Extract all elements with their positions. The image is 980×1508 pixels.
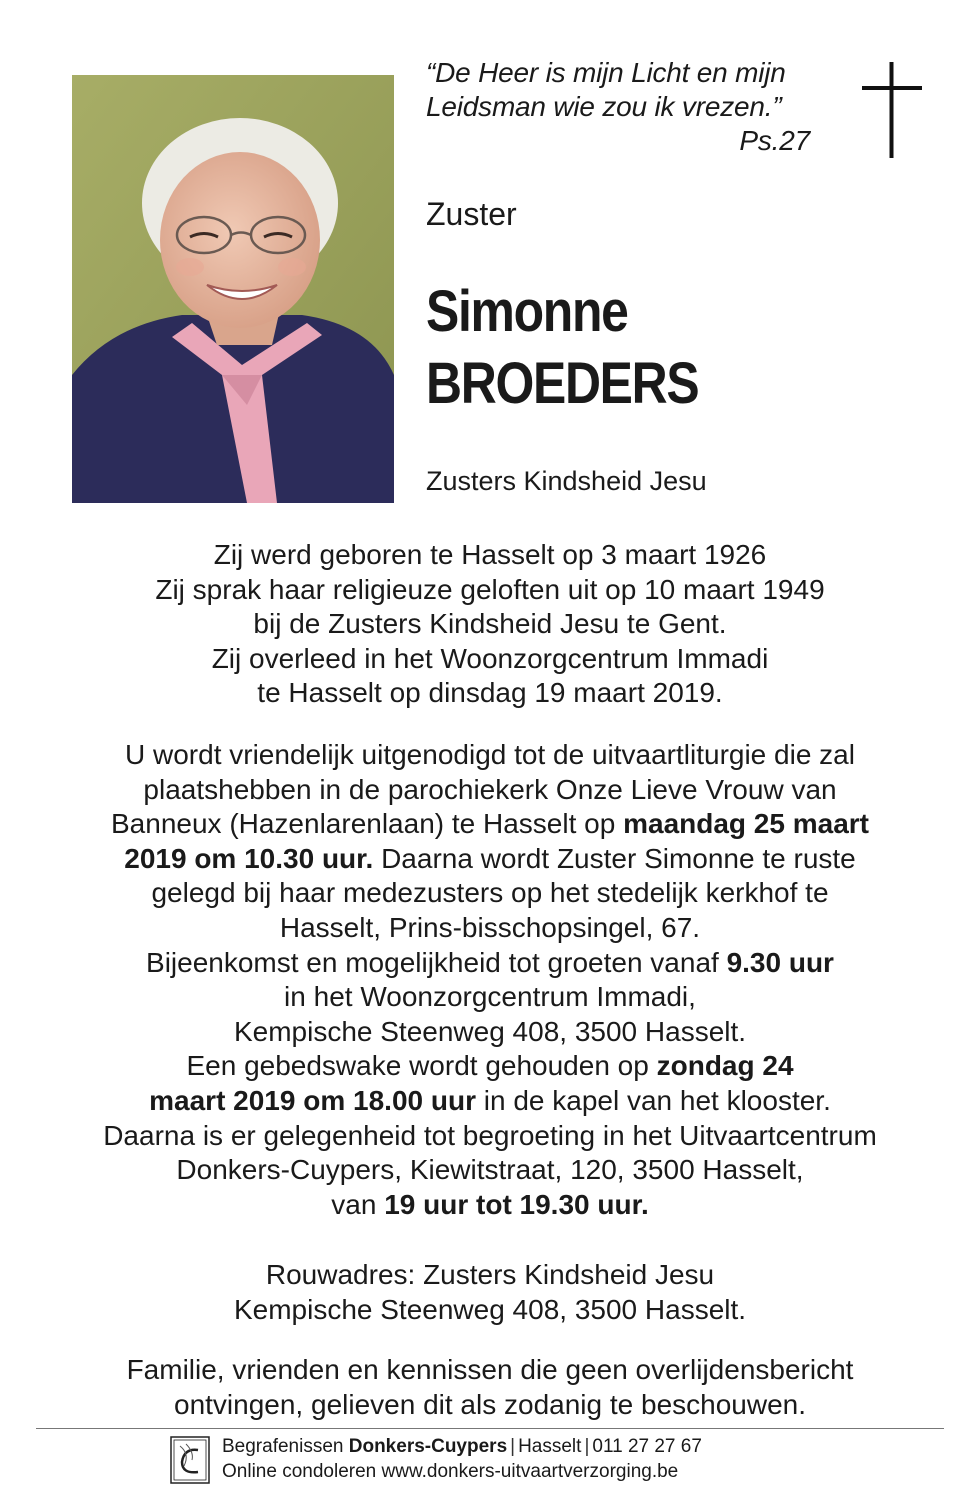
quote-reference: Ps.27	[739, 125, 810, 156]
first-name: Simonne	[426, 279, 628, 344]
footer-line-1	[222, 1434, 702, 1459]
congregation: Zusters Kindsheid Jesu	[426, 466, 707, 496]
funeral-home-footer	[170, 1434, 810, 1488]
closing-line: Familie, vrienden en kennissen die geen overlijdensbericht	[126, 1354, 854, 1385]
footer-line-2[interactable]: Online condoleren www.donkers-uitvaartverzorging.be	[222, 1461, 679, 1482]
funeral-line	[40, 946, 940, 981]
funeral-details	[40, 738, 940, 1222]
company-phone: 011 27 27 67	[592, 1436, 702, 1457]
bio-line: Zij werd geboren te Hasselt op 3 maart 1926	[213, 539, 767, 570]
funeral-line: Kempische Steenweg 408, 3500 Hasselt.	[233, 1015, 747, 1047]
funeral-line: Daarna is er gelegenheid tot begroeting in het Uitvaartcentrum	[103, 1119, 877, 1151]
portrait-photo	[72, 75, 394, 503]
visitation-time: 19 uur tot 19.30 uur.	[384, 1188, 649, 1220]
separator: |	[584, 1436, 590, 1457]
funeral-line	[40, 1084, 940, 1119]
funeral-text: Bijeenkomst en mogelijkheid tot groeten vanaf	[146, 946, 727, 978]
funeral-line	[40, 1188, 940, 1223]
scripture-quote	[426, 56, 836, 158]
quote-line-1: “De Heer is mijn Licht en mijn	[426, 57, 786, 88]
address-line: Kempische Steenweg 408, 3500 Hasselt.	[233, 1293, 747, 1325]
divider	[36, 1428, 944, 1429]
title-prefix: Zuster	[426, 196, 517, 232]
bio-line: Zij overleed in het Woonzorgcentrum Immadi	[211, 642, 769, 674]
funeral-text: in de kapel van het klooster.	[475, 1084, 831, 1116]
cross-icon	[862, 62, 922, 158]
funeral-home-logo	[170, 1436, 210, 1484]
quote-line-2: Leidsman wie zou ik vrezen.”	[426, 91, 782, 122]
funeral-text: van	[331, 1188, 385, 1220]
funeral-text: Een gebedswake wordt gehouden op	[186, 1050, 657, 1082]
footer-prefix: Begrafenissen	[222, 1436, 349, 1457]
funeral-line: in het Woonzorgcentrum Immadi,	[284, 981, 696, 1013]
separator: |	[510, 1436, 516, 1457]
bio-line: Zij sprak haar religieuze geloften uit op 10 maart 1949	[155, 573, 825, 605]
bio-line: te Hasselt op dinsdag 19 maart 2019.	[257, 677, 723, 709]
funeral-line: gelegd bij haar medezusters op het stedelijk kerkhof te	[151, 877, 829, 909]
vigil-time: maart 2019 om 18.00 uur	[149, 1084, 476, 1116]
funeral-time: 2019 om 10.30 uur.	[124, 842, 374, 874]
closing-note	[40, 1353, 940, 1422]
gathering-time: 9.30 uur	[726, 946, 834, 978]
funeral-line: Donkers-Cuypers, Kiewitstraat, 120, 3500 Hasselt,	[176, 1154, 804, 1186]
company-name: Donkers-Cuypers	[348, 1436, 508, 1457]
funeral-line: Hasselt, Prins-bisschopsingel, 67.	[279, 911, 701, 943]
funeral-text: Daarna wordt Zuster Simonne te ruste	[373, 842, 856, 874]
vigil-date: zondag 24	[656, 1050, 794, 1082]
funeral-line	[40, 807, 940, 842]
funeral-line: U wordt vriendelijk uitgenodigd tot de uitvaartliturgie die zal	[125, 739, 855, 770]
footer-text	[222, 1434, 702, 1484]
closing-line: ontvingen, gelieven dit als zodanig te beschouwen.	[174, 1388, 806, 1420]
funeral-line: plaatshebben in de parochiekerk Onze Lieve Vrouw van	[143, 773, 837, 805]
funeral-line	[40, 1049, 940, 1084]
mourning-address	[40, 1258, 940, 1327]
funeral-line	[40, 842, 940, 877]
last-name: BROEDERS	[426, 351, 699, 416]
company-city: Hasselt	[518, 1436, 582, 1457]
bio-line: bij de Zusters Kindsheid Jesu te Gent.	[253, 608, 727, 640]
funeral-date: maandag 25 maart	[623, 808, 869, 840]
biography	[40, 538, 940, 711]
address-line: Rouwadres: Zusters Kindsheid Jesu	[265, 1259, 715, 1290]
funeral-text: Banneux (Hazenlarenlaan) te Hasselt op	[111, 808, 624, 840]
